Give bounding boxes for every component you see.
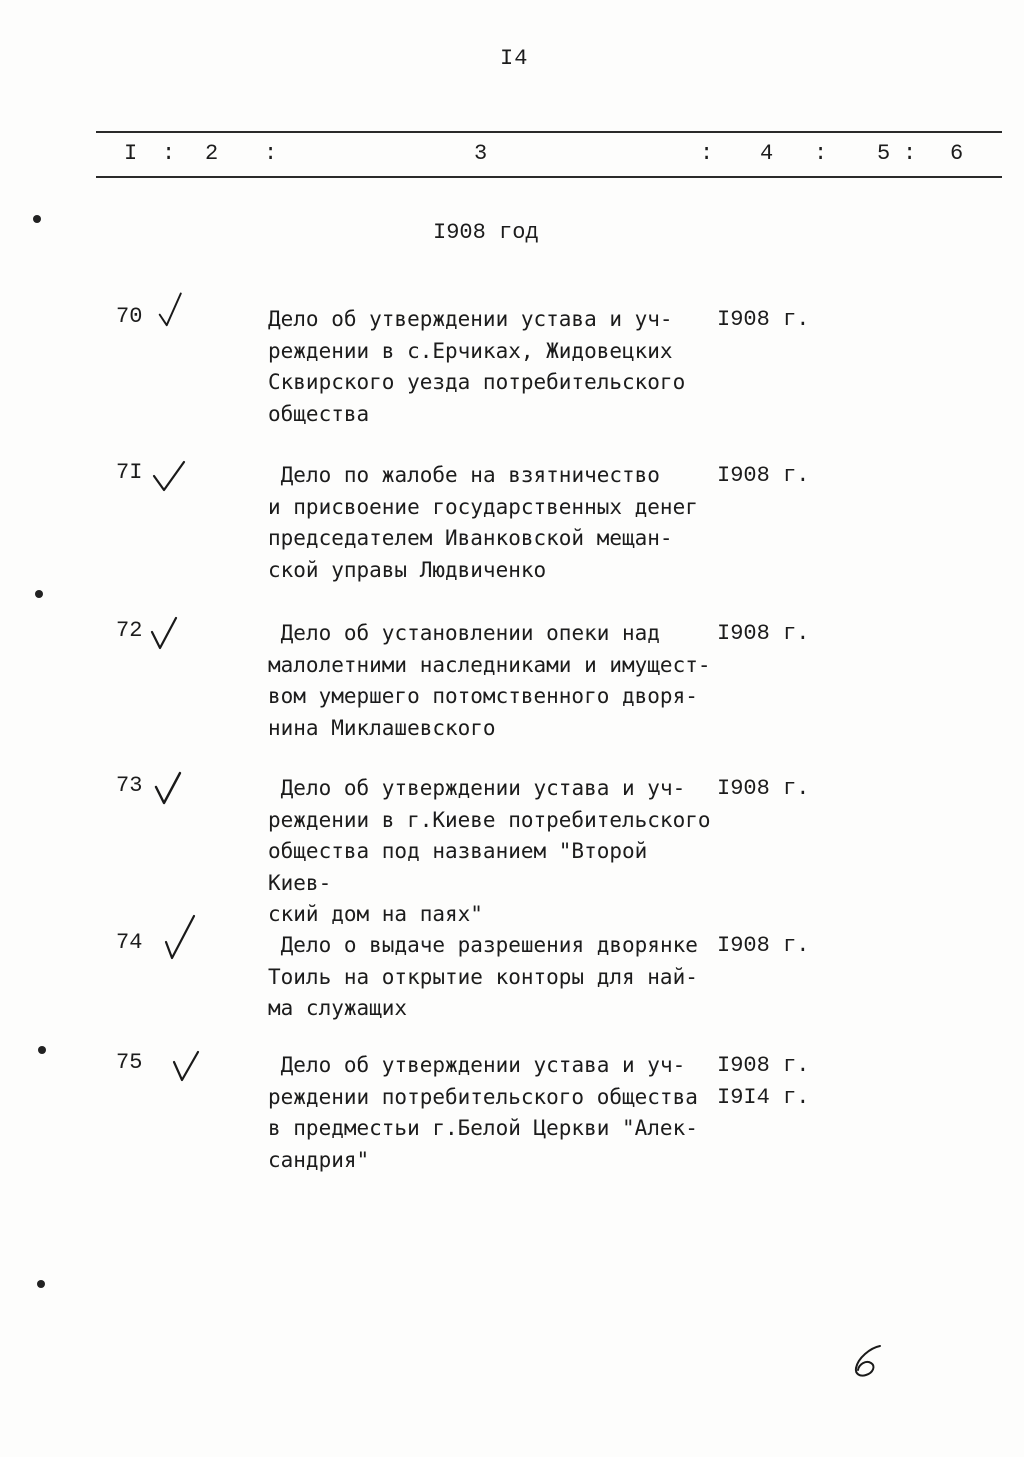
record-dates	[717, 1050, 809, 1113]
record-number: 7I	[116, 460, 143, 485]
record-description: Дело по жалобе на взятничество и присвоение государственных денег председателем Иванковской мещан- ской управы Людвиченко	[268, 463, 698, 582]
record-number: 75	[116, 1050, 143, 1075]
column-header-6: 6	[950, 141, 964, 166]
record-date: I908 г.	[717, 307, 810, 332]
record-date: I9I4 г.	[717, 1084, 810, 1110]
record-date: I908 г.	[717, 621, 810, 646]
record-description: Дело об утверждении устава и уч- реждении в г.Киеве потребительского общества под названием "Второй Киев- ский дом на паях"	[268, 776, 711, 926]
column-separator: :	[162, 141, 176, 166]
check-mark-icon	[150, 767, 190, 811]
record-description: Дело об утверждении устава и уч- реждении потребительского общества в предместьи г.Белой Церкви "Алек- сандрия"	[268, 1053, 698, 1172]
record-date: I908 г.	[717, 1053, 810, 1078]
page-number: I4	[500, 46, 529, 71]
record-description: Дело о выдаче разрешения дворянке Тоиль на открытие конторы для най- ма служащих	[268, 933, 698, 1020]
column-header-5: 5	[877, 141, 891, 166]
punch-hole-mark	[35, 590, 43, 598]
check-mark-icon	[168, 1044, 208, 1088]
record-dates	[717, 304, 809, 336]
record-dates	[717, 618, 809, 650]
table-header-top-rule	[96, 131, 1002, 133]
column-separator: :	[264, 141, 278, 166]
column-separator: :	[814, 141, 828, 166]
check-mark-icon	[160, 912, 200, 964]
record-number: 72	[116, 618, 143, 643]
record-date: I908 г.	[717, 933, 810, 958]
year-heading: I908 год	[433, 220, 539, 245]
record-dates	[717, 930, 809, 962]
handwritten-folio-number	[850, 1340, 890, 1380]
column-header-1: I	[124, 141, 138, 166]
punch-hole-mark	[38, 1046, 46, 1054]
record-date: I908 г.	[717, 463, 810, 488]
column-header-4: 4	[760, 141, 774, 166]
table-header-bottom-rule	[96, 176, 1002, 178]
column-separator: :	[700, 141, 714, 166]
record-description: Дело об установлении опеки над малолетними наследниками и имущест- вом умершего потомственного дворя- нина Миклашевского	[268, 621, 711, 740]
check-mark-icon	[152, 290, 192, 334]
column-header-2: 2	[205, 141, 219, 166]
record-dates	[717, 460, 809, 492]
record-number: 70	[116, 304, 143, 329]
check-mark-icon	[146, 612, 186, 656]
punch-hole-mark	[33, 215, 41, 223]
column-separator: :	[903, 141, 917, 166]
record-description: Дело об утверждении устава и уч- реждении в с.Ерчиках, Жидовецких Сквирского уезда потребительского общества	[268, 307, 686, 426]
record-number: 73	[116, 773, 143, 798]
record-date: I908 г.	[717, 776, 810, 801]
check-mark-icon	[150, 454, 190, 498]
record-number: 74	[116, 930, 143, 955]
column-header-3: 3	[474, 141, 488, 166]
record-dates	[717, 773, 809, 805]
punch-hole-mark	[37, 1280, 45, 1288]
